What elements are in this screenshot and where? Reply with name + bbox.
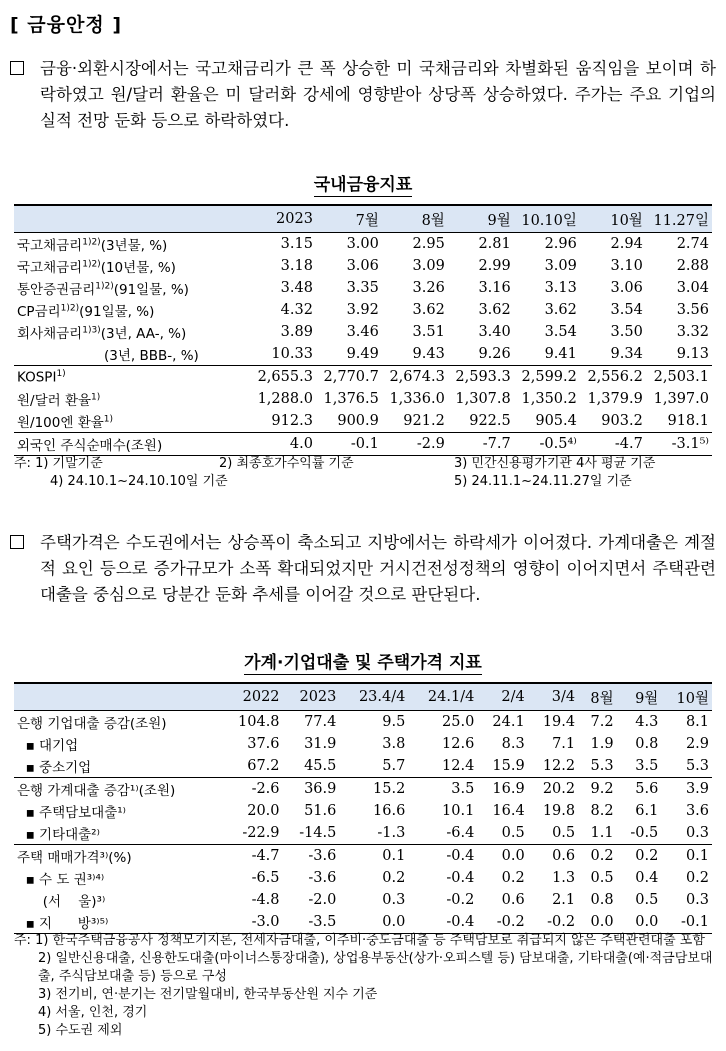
table-note: 4) 서울, 인천, 경기 xyxy=(38,1005,148,1020)
table-cell: 0.3 xyxy=(685,892,709,908)
table-cell: 3.54 xyxy=(610,302,643,318)
table-cell: 0.1 xyxy=(661,845,712,868)
table-cell: 900.9 xyxy=(337,413,379,429)
table-cell: 3.6 xyxy=(685,803,709,819)
table-cell: 0.0 xyxy=(477,845,527,868)
table-cell: 12.6 xyxy=(442,736,475,752)
table-note: 2) 일반신용대출, 신용한도대출(마이너스통장대출), 상업용부동산(상가·오피스텔 등) 담보대출, 기타대출(예·적금담보대출, 주식담보대출 등) 등으로 구성 xyxy=(38,951,713,984)
table-cell: 7.2 xyxy=(590,714,614,730)
table-cell: 2.88 xyxy=(676,258,709,274)
row-label-footnote: 1)2) xyxy=(95,281,114,292)
table-cell: 0.5 xyxy=(635,892,659,908)
table-cell: -3.6 xyxy=(283,845,340,868)
table-cell: -0.5 xyxy=(630,825,659,841)
table-cell: -0.2 xyxy=(528,911,578,934)
row-label: 은행 가계대출 증감¹⁾(조원) xyxy=(14,778,220,801)
table-note: 5) 24.11.1~24.11.27일 기준 xyxy=(454,474,632,489)
table-cell: 3.89 xyxy=(280,324,313,340)
table-cell: 3.10 xyxy=(610,258,643,274)
table-cell: 2.9 xyxy=(685,736,709,752)
table1-notes xyxy=(14,455,714,495)
table-note: 3) 전기비, 연·분기는 전기말월대비, 한국부동산원 지수 기준 xyxy=(38,987,378,1002)
row-label-unit: (3년물, %) xyxy=(100,238,168,254)
row-label-name: 통안증권금리 xyxy=(17,282,96,298)
table-row xyxy=(14,822,712,845)
table-cell: 3.62 xyxy=(544,302,577,318)
table-cell: 3.00 xyxy=(346,236,379,252)
table-cell: 9.2 xyxy=(578,778,616,801)
table-cell: 0.5 xyxy=(552,825,576,841)
table1-title-text: 국내금융지표 xyxy=(313,175,413,195)
table-cell: 3.06 xyxy=(610,280,643,296)
table-cell: 0.2 xyxy=(501,870,525,886)
table-cell: -6.4 xyxy=(446,825,475,841)
table-cell: 24.1 xyxy=(492,714,525,730)
table-row xyxy=(14,733,712,755)
table-cell: 0.6 xyxy=(501,892,525,908)
row-label-unit: (3년, AA-, %) xyxy=(100,326,187,342)
table-cell: 20.2 xyxy=(528,778,578,801)
table-cell: 2,599.2 xyxy=(514,366,580,389)
table-cell: 2,593.3 xyxy=(448,366,514,389)
table-cell: 1,379.9 xyxy=(587,391,643,407)
table-cell: 3.62 xyxy=(478,302,511,318)
row-label: ▪ 중소기업 xyxy=(17,760,92,776)
column-header xyxy=(14,683,220,711)
checkbox-bullet-icon xyxy=(10,61,24,75)
table-row xyxy=(14,755,712,778)
row-label xyxy=(14,233,250,256)
table-cell: -0.4 xyxy=(446,870,475,886)
table-row xyxy=(14,433,712,456)
table1-title xyxy=(0,170,726,195)
table-cell: 16.9 xyxy=(477,778,527,801)
table-cell: 1,350.2 xyxy=(521,391,577,407)
table-row xyxy=(14,321,712,343)
table-cell: 1,397.0 xyxy=(653,391,709,407)
table-row xyxy=(14,845,712,868)
column-header: 3/4 xyxy=(528,683,578,711)
table-cell: -2.0 xyxy=(308,892,337,908)
table-cell: 25.0 xyxy=(442,714,475,730)
table-cell: 2,503.1 xyxy=(646,366,712,389)
row-label-footnote: 1) xyxy=(56,368,66,379)
column-header xyxy=(14,205,250,233)
table-cell: 19.8 xyxy=(542,803,576,819)
row-label: 은행 기업대출 증감(조원) xyxy=(17,716,167,732)
row-label-footnote: 1)2) xyxy=(82,237,101,248)
column-header: 23.4/4 xyxy=(339,683,408,711)
table-cell: 4.3 xyxy=(635,714,659,730)
table-cell: 2.96 xyxy=(544,236,577,252)
row-label-unit: (91일물, %) xyxy=(79,304,155,320)
table-cell: 2.74 xyxy=(676,236,709,252)
row-label xyxy=(14,410,250,433)
table-row xyxy=(14,911,712,934)
table-cell: 3.13 xyxy=(544,280,577,296)
table-cell: 8.1 xyxy=(685,714,709,730)
table-cell: 15.2 xyxy=(339,778,408,801)
table-cell: 5.6 xyxy=(617,778,662,801)
table-cell: -14.5 xyxy=(299,825,337,841)
row-label xyxy=(14,321,250,343)
table-cell: 0.2 xyxy=(685,870,709,886)
row-label-unit: (3년, BBB-, %) xyxy=(104,348,199,364)
table-cell: 0.5 xyxy=(501,825,525,841)
row-label xyxy=(14,299,250,321)
row-label-name: 원/달러 환율 xyxy=(17,393,92,409)
table-cell: -0.5⁴⁾ xyxy=(514,433,580,456)
table-cell: 3.04 xyxy=(676,280,709,296)
column-header: 10.10일 xyxy=(514,205,580,233)
column-header: 11.27일 xyxy=(646,205,712,233)
table-note: 4) 24.10.1~24.10.10일 기준 xyxy=(50,474,228,489)
column-header: 10월 xyxy=(580,205,646,233)
table-cell: 20.0 xyxy=(247,803,280,819)
table-row xyxy=(14,366,712,389)
table-cell: 0.3 xyxy=(685,825,709,841)
table-cell: 3.5 xyxy=(408,778,477,801)
row-label xyxy=(14,277,250,299)
table-cell: -0.2 xyxy=(477,911,527,934)
checkbox-bullet-icon xyxy=(10,535,24,549)
table-cell: 3.06 xyxy=(346,258,379,274)
table-cell: 4.32 xyxy=(280,302,313,318)
row-label-name: CP금리 xyxy=(17,304,61,320)
column-header: 7월 xyxy=(316,205,382,233)
table-cell: 3.32 xyxy=(676,324,709,340)
table-cell: 1.9 xyxy=(590,736,614,752)
table-cell: -3.0 xyxy=(220,911,283,934)
table-cell: 3.15 xyxy=(280,236,313,252)
table-cell: 31.9 xyxy=(304,736,337,752)
table-cell: 903.2 xyxy=(601,413,643,429)
table-cell: 3.5 xyxy=(635,758,659,774)
table-note: 주: 1) 한국주택금융공사 정책모기지론, 전세자금대출, 이주비·중도금대출 등 주택담보로 취급되지 않은 주택관련대출 포함 xyxy=(14,933,705,948)
table-cell: -0.4 xyxy=(408,845,477,868)
column-header: 9월 xyxy=(448,205,514,233)
table-cell: 912.3 xyxy=(271,413,313,429)
table-cell: 3.46 xyxy=(346,324,379,340)
table-cell: 37.6 xyxy=(247,736,280,752)
row-label-unit: (10년물, %) xyxy=(100,260,176,276)
table2-title-text: 가계·기업대출 및 주택가격 지표 xyxy=(244,653,482,673)
table-cell: 2,770.7 xyxy=(316,366,382,389)
row-label-footnote: 1)2) xyxy=(82,259,101,270)
table-cell: 0.0 xyxy=(578,911,616,934)
table-cell: -4.7 xyxy=(220,845,283,868)
table-cell: 9.41 xyxy=(544,346,577,362)
table-cell: -2.9 xyxy=(382,433,448,456)
row-label-name: KOSPI xyxy=(17,369,57,386)
table-note: 5) 수도권 제외 xyxy=(38,1023,123,1038)
table-cell: 9.43 xyxy=(412,346,445,362)
table-cell: 2,674.3 xyxy=(382,366,448,389)
row-label: ▪ 지 방³⁾⁵⁾ xyxy=(14,911,220,934)
table-cell: -2.6 xyxy=(220,778,283,801)
table-cell: 0.5 xyxy=(590,870,614,886)
table-cell: 1.1 xyxy=(590,825,614,841)
row-label xyxy=(14,343,250,366)
row-label xyxy=(14,388,250,410)
row-label-footnote: 1) xyxy=(103,414,114,425)
table-cell: 0.8 xyxy=(635,736,659,752)
table-cell: 3.18 xyxy=(280,258,313,274)
table-cell: 19.4 xyxy=(542,714,576,730)
table-cell: 7.1 xyxy=(552,736,576,752)
row-label-unit: (91일물, %) xyxy=(113,282,189,298)
column-header: 2/4 xyxy=(477,683,527,711)
row-label: ▪ 주택담보대출¹⁾ xyxy=(17,805,126,821)
table-row xyxy=(14,867,712,889)
table-cell: 12.2 xyxy=(542,758,576,774)
table-row xyxy=(14,277,712,299)
table-cell: 4.0 xyxy=(250,433,316,456)
table-cell: 905.4 xyxy=(535,413,577,429)
table-cell: 3.62 xyxy=(412,302,445,318)
table-cell: 9.13 xyxy=(676,346,709,362)
paragraph-text: 금융·외환시장에서는 국고채금리가 큰 폭 상승한 미 국채금리와 차별화된 움직임을 보이며 하락하였고 원/달러 환율은 미 달러화 강세에 영향받아 상당폭 상승하였다. 주가는 주요 기업의 실적 전망 둔화 등으로 하락하였다. xyxy=(40,59,716,130)
table2-title xyxy=(0,648,726,673)
row-label: ▪ 기타대출²⁾ xyxy=(17,827,100,843)
row-label-unit: (조원) xyxy=(125,438,163,454)
table-cell: -3.1⁵⁾ xyxy=(646,433,712,456)
table-cell: 1,288.0 xyxy=(257,391,313,407)
table-cell: 3.54 xyxy=(544,324,577,340)
row-label-name: 회사채금리 xyxy=(17,326,83,342)
row-label-name: 국고채금리 xyxy=(17,238,83,254)
table-cell: 0.2 xyxy=(578,845,616,868)
table-cell: 10.1 xyxy=(442,803,475,819)
table-cell: 3.09 xyxy=(412,258,445,274)
row-label: (서 울)³⁾ xyxy=(17,894,106,910)
column-header: 2023 xyxy=(250,205,316,233)
table-cell: 8.2 xyxy=(590,803,614,819)
table-cell: 51.6 xyxy=(304,803,337,819)
table-cell: 2.99 xyxy=(478,258,511,274)
table-cell: 3.35 xyxy=(346,280,379,296)
table-row xyxy=(14,343,712,366)
table-cell: 2,556.2 xyxy=(580,366,646,389)
paragraph-financial-markets xyxy=(10,56,716,134)
table-cell: 0.8 xyxy=(590,892,614,908)
row-label: ▪ 대기업 xyxy=(17,738,79,754)
table-cell: -22.9 xyxy=(242,825,280,841)
table-cell: 3.40 xyxy=(478,324,511,340)
table-cell: -0.1 xyxy=(661,911,712,934)
table-cell: -4.7 xyxy=(580,433,646,456)
column-header: 8월 xyxy=(578,683,616,711)
table-cell: 1,307.8 xyxy=(455,391,511,407)
row-label: ▪ 수 도 권³⁾⁴⁾ xyxy=(17,872,105,888)
table-cell: 0.2 xyxy=(617,845,662,868)
table-cell: 1,376.5 xyxy=(323,391,379,407)
table-cell: 6.1 xyxy=(635,803,659,819)
table-cell: 0.2 xyxy=(382,870,406,886)
table-cell: 0.6 xyxy=(528,845,578,868)
table-note: 3) 민간신용평가기관 4사 평균 기준 xyxy=(454,456,656,471)
table-cell: 0.3 xyxy=(382,892,406,908)
table-cell: 67.2 xyxy=(247,758,280,774)
table-cell: 10.33 xyxy=(271,346,313,362)
table-cell: 77.4 xyxy=(304,714,337,730)
table-cell: 16.6 xyxy=(373,803,406,819)
table-cell: 3.92 xyxy=(346,302,379,318)
table-cell: 918.1 xyxy=(667,413,709,429)
table-row xyxy=(14,299,712,321)
table-cell: 9.5 xyxy=(382,714,406,730)
table-cell: -3.5 xyxy=(283,911,340,934)
table-cell: 3.48 xyxy=(280,280,313,296)
paragraph-text: 주택가격은 수도권에서는 상승폭이 축소되고 지방에서는 하락세가 이어졌다. 가계대출은 계절적 요인 등으로 증가규모가 소폭 확대되었지만 거시건전성정책의 영향이 이어지면서 주택관련대출을 중심으로 당분간 둔화 추세를 이어갈 것으로 판단된다. xyxy=(40,533,716,604)
table-row xyxy=(14,233,712,256)
table-cell: 8.3 xyxy=(501,736,525,752)
row-label xyxy=(14,433,250,456)
table-row xyxy=(14,889,712,911)
table-cell: 5.3 xyxy=(685,758,709,774)
table-row xyxy=(14,388,712,410)
table-cell: 921.2 xyxy=(403,413,445,429)
table-cell: 3.16 xyxy=(478,280,511,296)
table-cell: 5.7 xyxy=(382,758,406,774)
table-cell: -4.8 xyxy=(251,892,280,908)
table-cell: 2,655.3 xyxy=(250,366,316,389)
table-row xyxy=(14,410,712,433)
table-cell: 2.95 xyxy=(412,236,445,252)
table-cell: 12.4 xyxy=(442,758,475,774)
table-cell: 1.3 xyxy=(552,870,576,886)
table-cell: 922.5 xyxy=(469,413,511,429)
column-header: 24.1/4 xyxy=(408,683,477,711)
table-cell: 3.9 xyxy=(661,778,712,801)
table-cell: 3.8 xyxy=(382,736,406,752)
table-cell: 16.4 xyxy=(492,803,525,819)
table-row xyxy=(14,711,712,734)
table-cell: 0.0 xyxy=(339,911,408,934)
table-cell: 0.4 xyxy=(635,870,659,886)
table-cell: 45.5 xyxy=(304,758,337,774)
section-title: [ 금융안정 ] xyxy=(10,14,123,36)
table-cell: 2.1 xyxy=(552,892,576,908)
table-cell: -6.5 xyxy=(251,870,280,886)
column-header: 10월 xyxy=(661,683,712,711)
table-cell: 3.09 xyxy=(544,258,577,274)
row-label xyxy=(14,366,250,389)
domestic-financial-indicators-table xyxy=(14,204,712,456)
column-header: 2022 xyxy=(220,683,283,711)
table-row xyxy=(14,800,712,822)
table-cell: 15.9 xyxy=(492,758,525,774)
column-header: 8월 xyxy=(382,205,448,233)
table-cell: 3.26 xyxy=(412,280,445,296)
table-cell: 0.0 xyxy=(617,911,662,934)
table-cell: -3.6 xyxy=(308,870,337,886)
row-label-name: 원/100엔 환율 xyxy=(17,415,104,431)
table-cell: 3.56 xyxy=(676,302,709,318)
table-note: 주: 1) 기말기준 xyxy=(14,456,103,471)
row-label-footnote: 1) xyxy=(91,392,101,403)
table-cell: 9.49 xyxy=(346,346,379,362)
table-cell: 9.34 xyxy=(610,346,643,362)
column-header: 2023 xyxy=(283,683,340,711)
table-cell: -0.1 xyxy=(316,433,382,456)
row-label-footnote: 1)3) xyxy=(82,325,101,336)
table-cell: -1.3 xyxy=(377,825,406,841)
table-cell: 0.1 xyxy=(339,845,408,868)
table-row xyxy=(14,778,712,801)
row-label: 주택 매매가격³⁾(%) xyxy=(14,845,220,868)
paragraph-housing-loans xyxy=(10,530,716,608)
column-header: 9월 xyxy=(617,683,662,711)
table-cell: 2.94 xyxy=(610,236,643,252)
table-row xyxy=(14,255,712,277)
row-label-name: 외국인 주식순매수 xyxy=(17,438,126,454)
table2-notes xyxy=(14,932,714,1040)
table-cell: -0.2 xyxy=(446,892,475,908)
table-cell: 3.51 xyxy=(412,324,445,340)
loans-housing-indicators-table xyxy=(14,682,712,934)
row-label xyxy=(14,255,250,277)
table-cell: 9.26 xyxy=(478,346,511,362)
table-cell: 2.81 xyxy=(478,236,511,252)
row-label-footnote: 1)2) xyxy=(60,303,80,314)
table-cell: 3.50 xyxy=(610,324,643,340)
row-label-name: 국고채금리 xyxy=(17,260,83,276)
table-cell: 104.8 xyxy=(238,714,280,730)
table-cell: 5.3 xyxy=(590,758,614,774)
table-cell: -0.4 xyxy=(408,911,477,934)
table-cell: 36.9 xyxy=(283,778,340,801)
table-note: 2) 최종호가수익률 기준 xyxy=(219,456,354,471)
table-cell: 1,336.0 xyxy=(389,391,445,407)
table-cell: -7.7 xyxy=(448,433,514,456)
